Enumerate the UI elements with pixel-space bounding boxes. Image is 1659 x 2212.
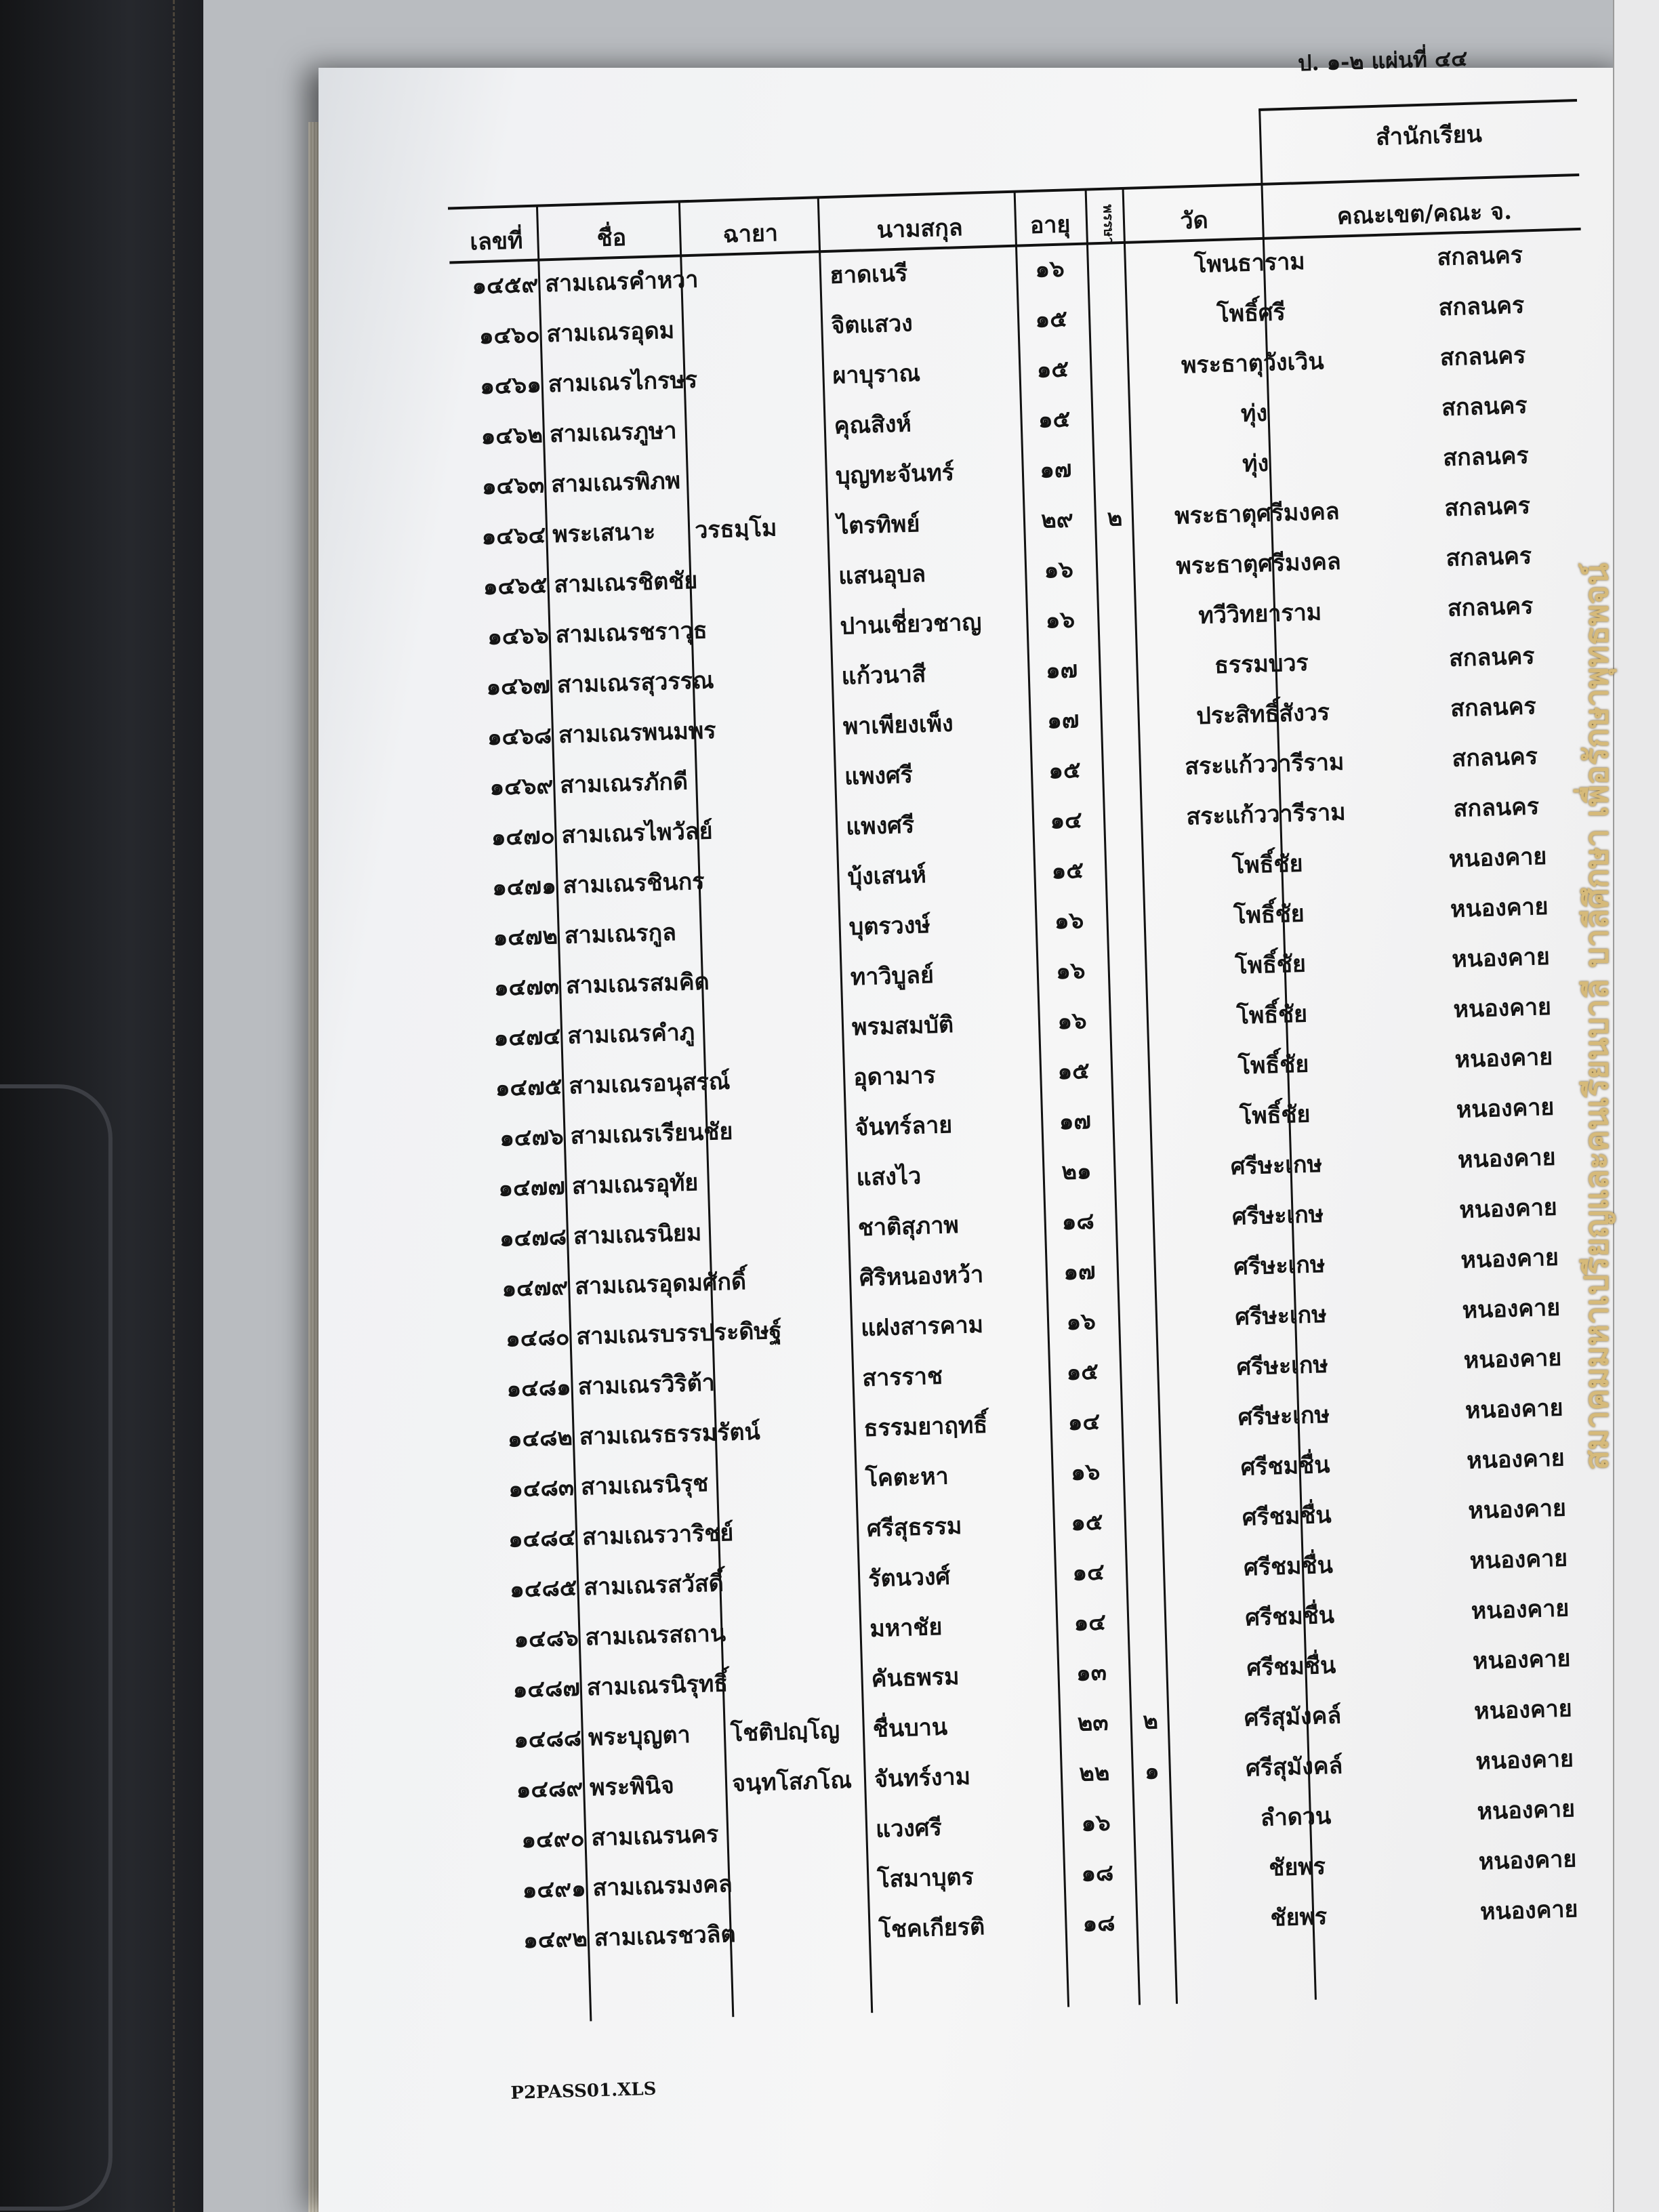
row-office: หนองคาย [1448,842,1547,874]
row-age: ๑๖ [1044,556,1074,584]
row-office: สกลนคร [1448,642,1536,672]
row-pansa [1130,1501,1158,1502]
row-name: สามเณรวาริชย์ [581,1519,734,1551]
row-no: ๑๔๘๙ [516,1774,583,1804]
row-name: สามเณรคำหวา [544,266,699,298]
row-surname: ศรีสุธรรม [866,1512,962,1543]
results-sheet [443,24,1643,2158]
row-pansa [1123,1250,1150,1251]
row-office: หนองคาย [1472,1645,1571,1675]
row-office: หนองคาย [1475,1745,1574,1776]
row-office: สกลนคร [1442,442,1530,472]
row-no: ๑๔๖๙ [489,772,554,802]
row-no: ๑๔๖๒ [480,421,544,451]
row-name: พระเสนาะ [552,518,656,549]
row-no: ๑๔๘๐ [505,1323,571,1353]
row-name: สามเณรมงคล [592,1870,733,1902]
row-pansa [1143,1902,1170,1903]
header-office-group: สำนักเรียน [1375,121,1483,151]
row-office: หนองคาย [1473,1695,1573,1725]
row-office: สกลนคร [1451,743,1538,773]
row-no: ๑๔๗๓ [493,972,560,1002]
row-surname: พรมสมบัติ [851,1010,954,1042]
row-no: ๑๔๗๑ [491,872,557,901]
row-name: สามเณรธรรมรัตน์ [579,1418,761,1451]
row-age: ๑๘ [1080,1859,1114,1887]
row-no: ๑๔๗๖ [499,1123,565,1152]
row-wat: ศรีชมชื่น [1243,1551,1334,1582]
row-age: ๒๑ [1061,1157,1092,1186]
row-surname: คุณสิงห์ [834,410,912,440]
row-pansa: ๒ [1142,1707,1159,1736]
row-surname: มหาชัย [869,1613,943,1643]
row-age: ๑๗ [1063,1257,1097,1286]
row-surname: แวงศรี [875,1814,943,1843]
row-office: สกลนคร [1436,241,1523,272]
row-chaya: จนฺทโสภโณ [731,1766,853,1798]
row-no: ๑๔๖๑ [479,371,542,401]
row-surname: รัตนวงศ์ [867,1563,951,1593]
row-wat: ทวีวิทยาราม [1197,598,1322,630]
row-wat: ประสิทธิ์สังวร [1195,699,1330,731]
row-name: สามเณรสุวรรณ [556,667,715,699]
row-wat: ศรีสุมังคล์ [1244,1702,1342,1732]
row-surname: คันธพรม [871,1663,960,1693]
row-office: สกลนคร [1441,392,1528,422]
row-no: ๑๔๗๙ [501,1273,569,1303]
row-wat: ธรรมบวร [1214,649,1309,680]
row-no: ๑๔๘๑ [506,1373,572,1403]
row-wat: ศรีชมชื่น [1246,1652,1336,1682]
row-age: ๑๕ [1057,1057,1090,1086]
header-surname: นามสกุล [876,213,964,244]
row-pansa [1098,398,1125,399]
row-wat: ศรีชมชื่น [1244,1601,1335,1632]
row-pansa [1139,1802,1166,1803]
row-name: สามเณรนคร [590,1820,719,1852]
row-name: สามเณรพนมพร [558,717,717,749]
row-no: ๑๔๖๘ [487,722,552,752]
row-name: สามเณรนิรุทธิ์ [586,1670,729,1702]
row-age: ๑๖ [1054,907,1084,935]
row-no: ๑๔๖๔ [481,521,546,551]
row-office: หนองคาย [1462,1294,1561,1324]
row-name: พระบุญตา [588,1721,691,1752]
row-office: หนองคาย [1457,1143,1557,1174]
row-age: ๑๕ [1036,355,1069,384]
row-surname: แสงไว [856,1162,922,1192]
row-office: สกลนคร [1439,342,1526,372]
row-name: สามเณรชินกร [562,867,705,899]
header-pansa: พรรษา [1100,204,1118,245]
row-age: ๑๖ [1034,255,1065,283]
row-no: ๑๔๖๕ [483,571,548,601]
header-age: อายุ [1029,211,1071,240]
row-wat: ศรีษะเกษ [1233,1250,1326,1281]
row-name: สามเณรสวัสดิ์ [583,1570,724,1601]
row-pansa [1104,599,1131,600]
row-surname: ชาติสุภาพ [857,1211,960,1242]
row-name: สามเณรอุดม [546,316,675,348]
row-surname: บุ้งเสนห์ [846,861,927,891]
row-name: สามเณรอุทัย [571,1169,699,1200]
row-no: ๑๔๖๐ [478,321,541,350]
row-office: สกลนคร [1447,592,1534,622]
row-name: สามเณรชวลิต [594,1921,737,1952]
row-no: ๑๔๘๕ [509,1574,578,1603]
row-wat: พระธาตุศรีมงคล [1175,548,1342,580]
row-wat: ศรีษะเกษ [1237,1401,1330,1431]
row-pansa [1124,1300,1151,1301]
binder-stitching [173,0,187,2212]
row-pansa [1102,549,1129,550]
row-age: ๑๖ [1055,957,1086,985]
row-name: พระพินิจ [589,1771,675,1802]
row-wat: ทุ่ง [1240,399,1268,428]
row-pansa [1105,649,1132,650]
row-wat: ชัยพร [1269,1903,1328,1932]
row-wat: โพธิ์ชัย [1237,1050,1309,1080]
header-wat: วัด [1179,207,1209,235]
row-age: ๑๕ [1051,857,1084,885]
row-office: หนองคาย [1454,1043,1553,1073]
row-name: สามเณรภักดี [559,768,689,799]
row-age: ๑๗ [1046,706,1080,735]
watermark-text: สมาคมมหาเปรียญและคนเรียนบาลี บาลีศึกษา เพื่อรักษาพุทธพจน์ [1578,562,1616,1471]
row-surname: แก้วนาสี [841,660,926,691]
row-name: สามเณรชิตชัย [553,567,698,599]
row-pansa [1141,1852,1168,1853]
row-surname: จิตแสวง [830,310,914,340]
row-age: ๒๓ [1077,1708,1109,1737]
row-office: สกลนคร [1438,291,1525,322]
row-surname: ธรรมยาฤทธิ์ [863,1411,988,1443]
row-office: หนองคาย [1479,1896,1578,1926]
row-wat: ทุ่ง [1242,449,1269,478]
row-name: สามเณรสถาน [585,1620,726,1652]
row-surname: โสมาบุตร [876,1863,975,1893]
row-no: ๑๔๘๒ [507,1423,573,1453]
row-wat: โพธิ์ชัย [1231,850,1304,880]
header-name: ชื่อ [596,224,627,252]
row-pansa [1117,1050,1144,1051]
row-wat: พระธาตุวังเวิน [1181,348,1325,380]
row-age: ๑๔ [1071,1558,1105,1587]
row-office: สกลนคร [1443,492,1531,523]
row-office: สกลนคร [1446,542,1532,573]
row-wat: โพธิ์ชัย [1236,1000,1308,1030]
row-wat: โพนธาราม [1193,248,1306,279]
row-office: หนองคาย [1450,893,1549,924]
row-wat: ศรีษะเกษ [1230,1150,1323,1181]
watermark [1578,332,1616,1701]
row-age: ๑๖ [1057,1007,1088,1036]
row-surname: ศิริหนองหว้า [859,1261,984,1292]
row-no: ๑๔๙๐ [520,1824,586,1854]
row-no: ๑๔๗๐ [491,822,556,852]
row-name: สามเณรอุดมศักดิ์ [574,1268,747,1300]
row-name: สามเณรกูล [564,918,677,949]
row-office: หนองคาย [1467,1494,1567,1525]
row-no: ๑๔๘๖ [513,1624,579,1654]
row-age: ๑๖ [1080,1809,1111,1837]
row-age: ๑๕ [1070,1508,1104,1537]
row-age: ๑๘ [1082,1909,1115,1938]
row-pansa [1094,298,1122,299]
row-age: ๒๙ [1040,506,1074,534]
row-no: ๑๔๗๒ [493,922,558,951]
row-surname: แสนอุบล [838,560,926,590]
row-pansa [1113,900,1140,901]
row-age: ๑๗ [1045,656,1078,684]
row-age: ๑๖ [1045,606,1076,634]
row-wat: โพธิ์ศรี [1216,298,1286,328]
row-age: ๑๔ [1067,1408,1101,1437]
row-wat: ศรีษะเกษ [1231,1200,1324,1231]
row-no: ๑๔๙๒ [523,1925,588,1954]
row-surname: แฝงสารคาม [860,1311,984,1343]
row-wat: ลำดวน [1260,1802,1332,1832]
row-wat: ศรีชมชื่น [1242,1501,1332,1532]
row-age: ๑๖ [1070,1458,1101,1487]
row-pansa [1132,1551,1159,1552]
row-office: หนองคาย [1478,1845,1577,1876]
row-surname: ฮาดเนรี [829,260,908,289]
header-office: คณะเขต/คณะ จ. [1336,197,1513,230]
row-surname: ทาวิบูลย์ [850,961,935,991]
row-name: สามเณรวิริต้า [577,1369,716,1401]
row-chaya: โชติปญฺโญ [730,1717,840,1748]
row-no: ๑๔๗๗ [497,1173,566,1202]
row-age: ๑๕ [1048,756,1082,785]
row-surname: จันทร์งาม [874,1763,971,1793]
row-name: สามเณรเรียนชัย [570,1118,733,1150]
row-office: หนองคาย [1456,1093,1555,1124]
page-reference: ป. ๑-๒ แผ่นที่ ๔๔ [1297,45,1468,77]
row-office: หนองคาย [1469,1544,1568,1575]
row-pansa [1129,1451,1156,1452]
row-pansa [1107,699,1134,700]
row-surname: จันทร์ลาย [854,1111,953,1142]
row-surname: ปานเชี่ยวชาญ [839,609,982,640]
row-office: สกลนคร [1453,793,1540,823]
row-age: ๑๕ [1066,1357,1099,1387]
row-name: สามเณรบรรประดิษฐ์ [575,1317,783,1351]
row-age: ๑๓ [1076,1658,1107,1687]
row-name: สามเณรภูษา [549,417,678,449]
row-wat: ศรีชมชื่น [1240,1451,1330,1481]
row-no: ๑๔๗๕ [495,1073,563,1102]
row-chaya: วรธมฺโม [694,514,777,544]
row-age: ๑๗ [1059,1107,1092,1136]
header-no: เลขที่ [469,227,524,256]
row-surname: แพงศรี [844,761,914,791]
row-pansa [1115,1000,1143,1001]
binder-ring [0,1084,112,2211]
row-name: สามเณรนิรุช [580,1469,709,1501]
row-no: ๑๔๗๔ [493,1023,561,1052]
row-surname: อุดามาร [853,1061,937,1092]
source-filename: P2PASS01.XLS [510,2078,657,2104]
row-office: หนองคาย [1463,1344,1562,1374]
row-pansa [1097,348,1124,349]
row-surname: สารราช [861,1362,943,1393]
header-chaya: ฉายา [722,220,779,249]
row-age: ๑๔ [1073,1608,1107,1637]
row-age: ๒๒ [1078,1759,1110,1787]
row-wat: ศรีษะเกษ [1236,1351,1329,1381]
row-wat: สระแก้ววารีราม [1185,798,1347,831]
row-surname: โชคเกียรติ [878,1913,985,1944]
row-name: สามเณรคำภู [567,1019,695,1050]
row-surname: ไตรทิพย์ [836,510,920,540]
row-wat: โพธิ์ชัย [1233,900,1305,930]
row-wat: สระแก้ววารีราม [1184,748,1345,781]
row-surname: แพงศรี [845,811,915,841]
row-wat: โพธิ์ชัย [1234,950,1307,980]
row-no: ๑๔๘๔ [508,1523,576,1553]
row-office: หนองคาย [1471,1595,1570,1625]
row-pansa: ๒ [1107,504,1123,532]
row-age: ๑๕ [1038,405,1071,434]
row-name: สามเณรอนุสรณ์ [568,1067,731,1100]
row-no: ๑๔๖๗ [485,672,551,701]
row-office: หนองคาย [1452,993,1552,1024]
row-age: ๑๖ [1065,1307,1097,1336]
row-office: หนองคาย [1458,1193,1558,1224]
row-no: ๑๔๘๗ [512,1674,581,1704]
row-wat: พระธาตุศรีมงคล [1174,497,1340,530]
row-no: ๑๔๗๘ [499,1223,567,1252]
row-office: หนองคาย [1451,943,1551,974]
row-age: ๑๕ [1034,305,1068,333]
row-wat: โพธิ์ชัย [1239,1101,1311,1130]
row-wat: ศรีษะเกษ [1234,1300,1328,1331]
row-surname: โคตะหา [865,1462,949,1493]
row-name: สามเณรไพวัลย์ [560,817,714,849]
row-no: ๑๔๕๙ [471,270,539,300]
row-surname: บุตรวงษ์ [848,911,931,941]
row-no: ๑๔๖๖ [487,621,550,651]
row-pansa [1122,1200,1149,1201]
row-no: ๑๔๖๓ [481,471,545,501]
row-no: ๑๔๘๘ [513,1724,582,1754]
row-age: ๑๗ [1039,455,1072,484]
header-top-rule [1258,99,1577,111]
row-pansa [1111,850,1139,851]
row-wat: ชัยพร [1268,1853,1326,1882]
row-wat: ศรีสุมังคล์ [1245,1752,1343,1782]
row-pansa [1114,950,1141,951]
row-surname: บุญทะจันทร์ [835,459,955,490]
row-name: สามเณรชราวุธ [555,617,708,649]
row-pansa [1093,248,1120,249]
row-office: หนองคาย [1466,1444,1565,1475]
row-name: สามเณรสมคิด [565,968,710,1000]
row-surname: พาเพียงเพ็ง [842,710,954,741]
row-no: ๑๔๘๓ [508,1473,575,1503]
results-table-body [450,234,1639,1973]
row-name: สามเณรพิภพ [550,467,681,499]
row-name: สามเณรไกรษร [548,366,698,398]
row-office: สกลนคร [1450,693,1537,722]
row-pansa: ๑ [1144,1757,1160,1786]
row-age: ๑๔ [1049,806,1083,835]
row-no: ๑๔๙๑ [522,1875,587,1904]
row-office: หนองคาย [1465,1394,1564,1425]
row-surname: ผาบุราณ [832,359,921,390]
row-office: หนองคาย [1460,1244,1559,1274]
row-age: ๑๘ [1061,1207,1095,1236]
row-name: สามเณรนิยม [573,1219,702,1250]
row-surname: ชื่นบาน [872,1713,948,1743]
row-pansa [1133,1601,1160,1602]
row-office: หนองคาย [1477,1795,1576,1826]
